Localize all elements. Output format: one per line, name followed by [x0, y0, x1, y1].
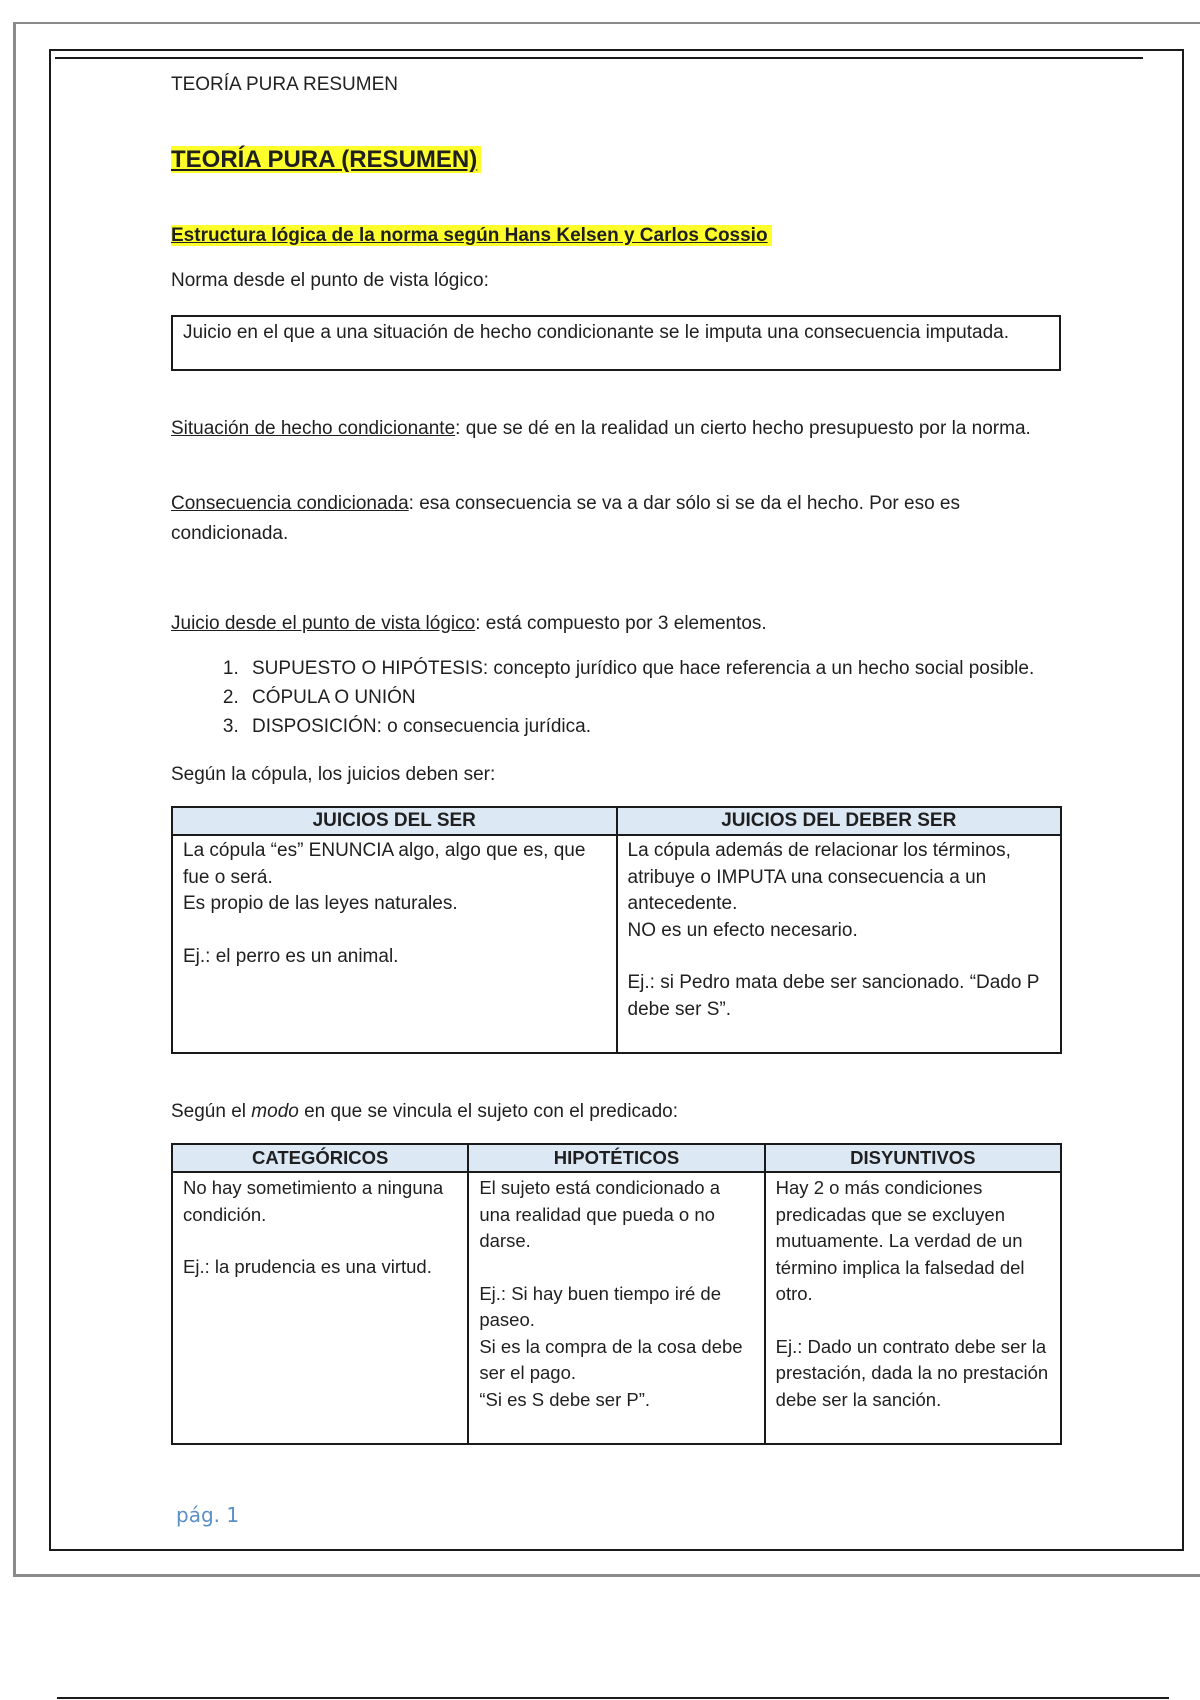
table-header-cell: DISYUNTIVOS [765, 1144, 1061, 1172]
table-cell [765, 1172, 1061, 1444]
situacion-term: Situación de hecho condicionante [171, 418, 456, 439]
table-cell [617, 835, 1062, 1053]
juicio-paragraph [171, 609, 1071, 639]
cell-line: Es propio de las leyes naturales. [183, 893, 458, 914]
modo-table [171, 1143, 1062, 1445]
subtitle-text: Estructura lógica de la norma según Hans Kelsen y Carlos Cossio [171, 225, 772, 246]
table-cell [468, 1172, 764, 1444]
cell-line: La cópula además de relacionar los términos, atribuye o IMPUTA una consecuencia a un antecedente. [627, 840, 1011, 914]
next-page-rule [57, 1697, 1169, 1699]
modo-emphasis: modo [251, 1101, 299, 1122]
table-header-cell: CATEGÓRICOS [172, 1144, 468, 1172]
list-item: 1. SUPUESTO O HIPÓTESIS: concepto jurídico que hace referencia a un hecho social posible. [244, 654, 1034, 683]
juicio-term: Juicio desde el punto de vista lógico [171, 613, 476, 634]
header-rule [55, 57, 1143, 59]
consecuencia-term: Consecuencia condicionada [171, 493, 409, 514]
modo-after: en que se vincula el sujeto con el predicado: [298, 1101, 679, 1122]
page-header: TEORÍA PURA RESUMEN [171, 74, 398, 95]
cell-line: Ej.: Si hay buen tiempo iré de paseo. [479, 1282, 721, 1330]
copula-intro: Según la cópula, los juicios deben ser: [171, 764, 496, 785]
elements-list [202, 654, 1034, 741]
cell-line: Ej.: si Pedro mata debe ser sancionado. “Dado P debe ser S”. [627, 972, 1040, 1020]
document-title [171, 146, 481, 174]
cell-line: “Si es S debe ser P”. [479, 1388, 651, 1410]
table-cell [172, 1172, 468, 1444]
cell-line: Ej.: la prudencia es una virtud. [183, 1256, 432, 1277]
cell-line: La cópula “es” ENUNCIA algo, algo que es, que fue o será. [183, 840, 586, 888]
section-subtitle [171, 225, 772, 247]
consecuencia-paragraph [171, 489, 1071, 549]
table-header-cell: HIPOTÉTICOS [468, 1144, 764, 1172]
title-text: TEORÍA PURA (RESUMEN) [171, 146, 481, 173]
consecuencia-text: : esa consecuencia se va a dar sólo si se da el hecho. Por eso es condicionada. [171, 493, 960, 544]
cell-line: El sujeto está condicionado a una realidad que pueda o no darse. [479, 1177, 720, 1251]
cell-line: Hay 2 o más condiciones predicadas que se excluyen mutuamente. La verdad de un término implica la falsedad del otro. [775, 1177, 1025, 1304]
modo-before: Según el [171, 1101, 252, 1122]
situacion-paragraph [171, 414, 1071, 444]
table-cell [172, 835, 617, 1053]
cell-line: No hay sometimiento a ninguna condición. [183, 1177, 444, 1225]
cell-line: Si es la compra de la cosa debe ser el pago. [479, 1335, 743, 1383]
table-header-cell: JUICIOS DEL DEBER SER [617, 807, 1062, 835]
cell-line: NO es un efecto necesario. [627, 919, 858, 941]
cell-line: Ej.: el perro es un animal. [183, 945, 399, 967]
cell-line: Ej.: Dado un contrato debe ser la prestación, dada la no prestación debe ser la sanción. [775, 1335, 1049, 1410]
norma-intro: Norma desde el punto de vista lógico: [171, 270, 489, 291]
modo-intro [171, 1097, 678, 1127]
situacion-text: : que se dé en la realidad un cierto hecho presupuesto por la norma. [455, 418, 1031, 439]
juicios-table [171, 806, 1062, 1054]
list-item: 3. DISPOSICIÓN: o consecuencia jurídica. [244, 712, 1034, 741]
juicio-text: : está compuesto por 3 elementos. [475, 613, 767, 634]
page-number: pág. 1 [176, 1503, 240, 1527]
table-header-cell: JUICIOS DEL SER [172, 807, 617, 835]
list-item: 2. CÓPULA O UNIÓN [244, 683, 1034, 712]
definition-box: Juicio en el que a una situación de hecho condicionante se le imputa una consecuencia imputada. [171, 315, 1061, 371]
